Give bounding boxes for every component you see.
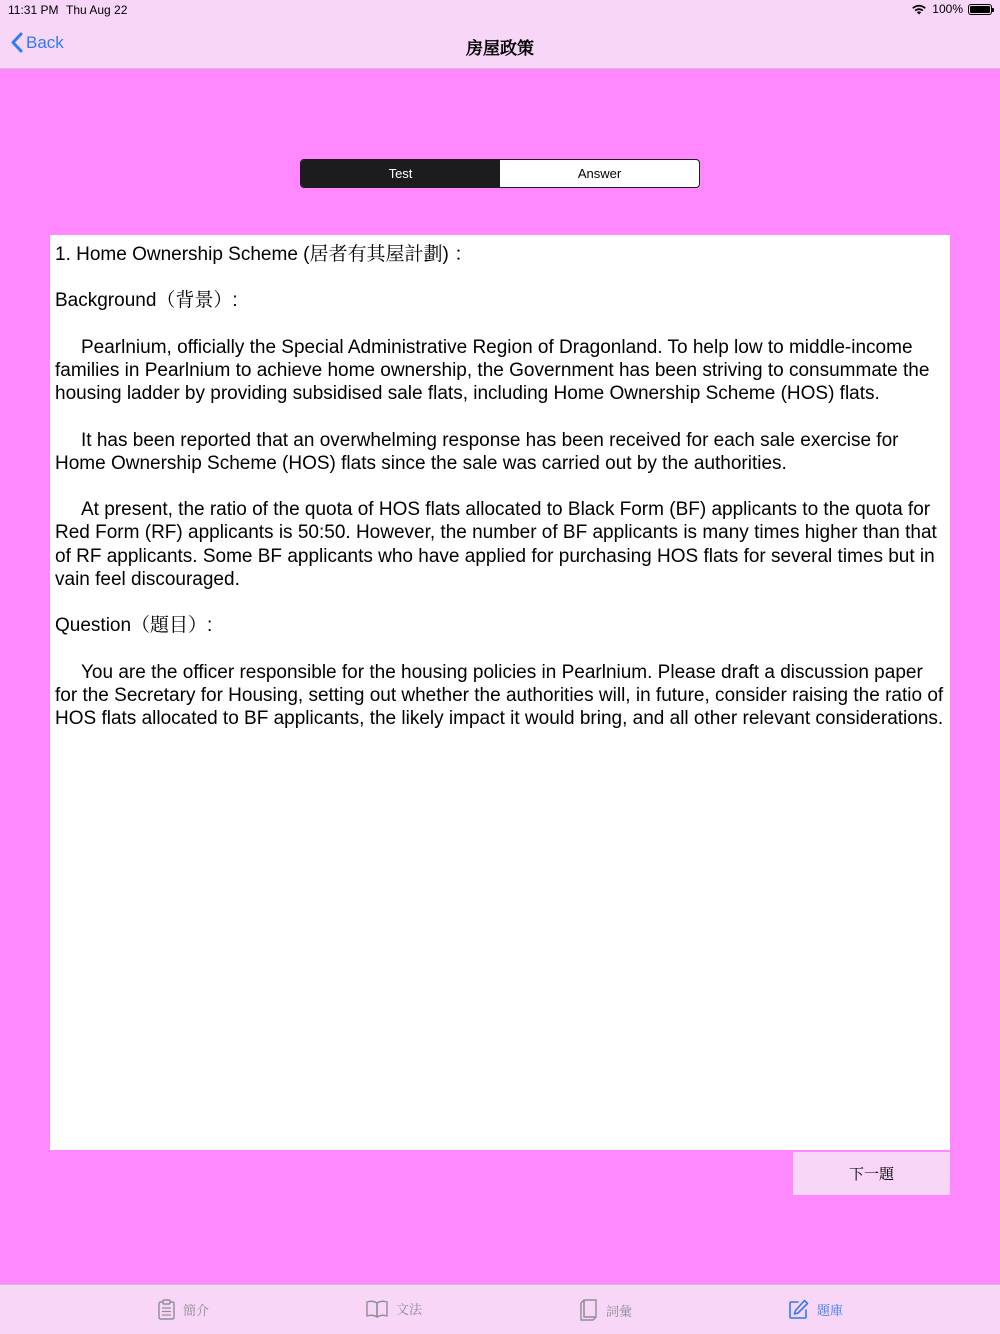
page-title: 房屋政策 bbox=[466, 39, 534, 58]
book-icon bbox=[366, 1300, 388, 1318]
battery-percentage: 100% bbox=[932, 2, 963, 16]
tab-bar bbox=[0, 1284, 1000, 1334]
question-heading: 1. Home Ownership Scheme (居者有其屋計劃) ： bbox=[55, 244, 474, 265]
edit-icon bbox=[789, 1299, 809, 1319]
wifi-icon bbox=[911, 3, 927, 15]
status-date: Thu Aug 22 bbox=[66, 3, 128, 17]
background-label: Background（背景）: bbox=[55, 290, 238, 312]
tab-grammar[interactable] bbox=[366, 1299, 422, 1318]
clipboard-icon bbox=[158, 1299, 175, 1320]
tab-vocabulary[interactable] bbox=[580, 1299, 632, 1321]
tab-intro-label: 簡介 bbox=[183, 1303, 210, 1318]
question-text-view[interactable] bbox=[50, 235, 950, 1150]
background-paragraph-1: Pearlnium, officially the Special Administrative Region of Dragonland. To help low to middle-income families in Pearlnium to achieve home ownership, the Government has been striving to consummate the housing ladder by providing subsidised sale flats, including Home Ownership Scheme (HOS) flats. bbox=[55, 336, 930, 405]
tab-question-bank-label: 題庫 bbox=[817, 1302, 844, 1318]
tab-question-bank[interactable] bbox=[789, 1299, 843, 1319]
segment-test[interactable]: Test bbox=[301, 160, 500, 187]
navigation-bar bbox=[0, 20, 1000, 69]
question-label: Question（題目）: bbox=[55, 615, 213, 637]
segment-answer[interactable]: Answer bbox=[577, 166, 622, 181]
tab-grammar-label: 文法 bbox=[396, 1302, 423, 1317]
battery-icon bbox=[968, 4, 992, 15]
back-label: Back bbox=[26, 32, 64, 52]
test-answer-segmented-control bbox=[300, 159, 700, 188]
notebook-icon bbox=[580, 1299, 598, 1321]
tab-vocabulary-label: 詞彙 bbox=[606, 1303, 633, 1319]
background-paragraph-2: It has been reported that an overwhelming response has been received for each sale exercise for Home Ownership Scheme (HOS) flats since the sale was carried out by the authorities. bbox=[55, 429, 899, 474]
status-time: 11:31 PM bbox=[8, 3, 59, 17]
question-paragraph: You are the officer responsible for the housing policies in Pearlnium. Please draft a discussion paper for the Secretary for Housing, setting out whether the authorities will, in future, consider raising the ratio of HOS flats allocated to BF applicants, the likely impact it would bring, and all other relevant considerations. bbox=[55, 661, 944, 729]
status-bar bbox=[0, 0, 1000, 20]
next-question-button[interactable]: 下一題 bbox=[793, 1152, 950, 1195]
background-paragraph-3: At present, the ratio of the quota of HOS flats allocated to Black Form (BF) applicants to the quota for Red Form (RF) applicants is 50:50. However, the number of BF applicants is many times higher than that of RF applicants. Some BF applicants who have applied for purchasing HOS flats for several times but in vain feel discouraged. bbox=[55, 499, 937, 590]
tab-intro[interactable] bbox=[158, 1299, 209, 1320]
status-right bbox=[911, 2, 992, 16]
